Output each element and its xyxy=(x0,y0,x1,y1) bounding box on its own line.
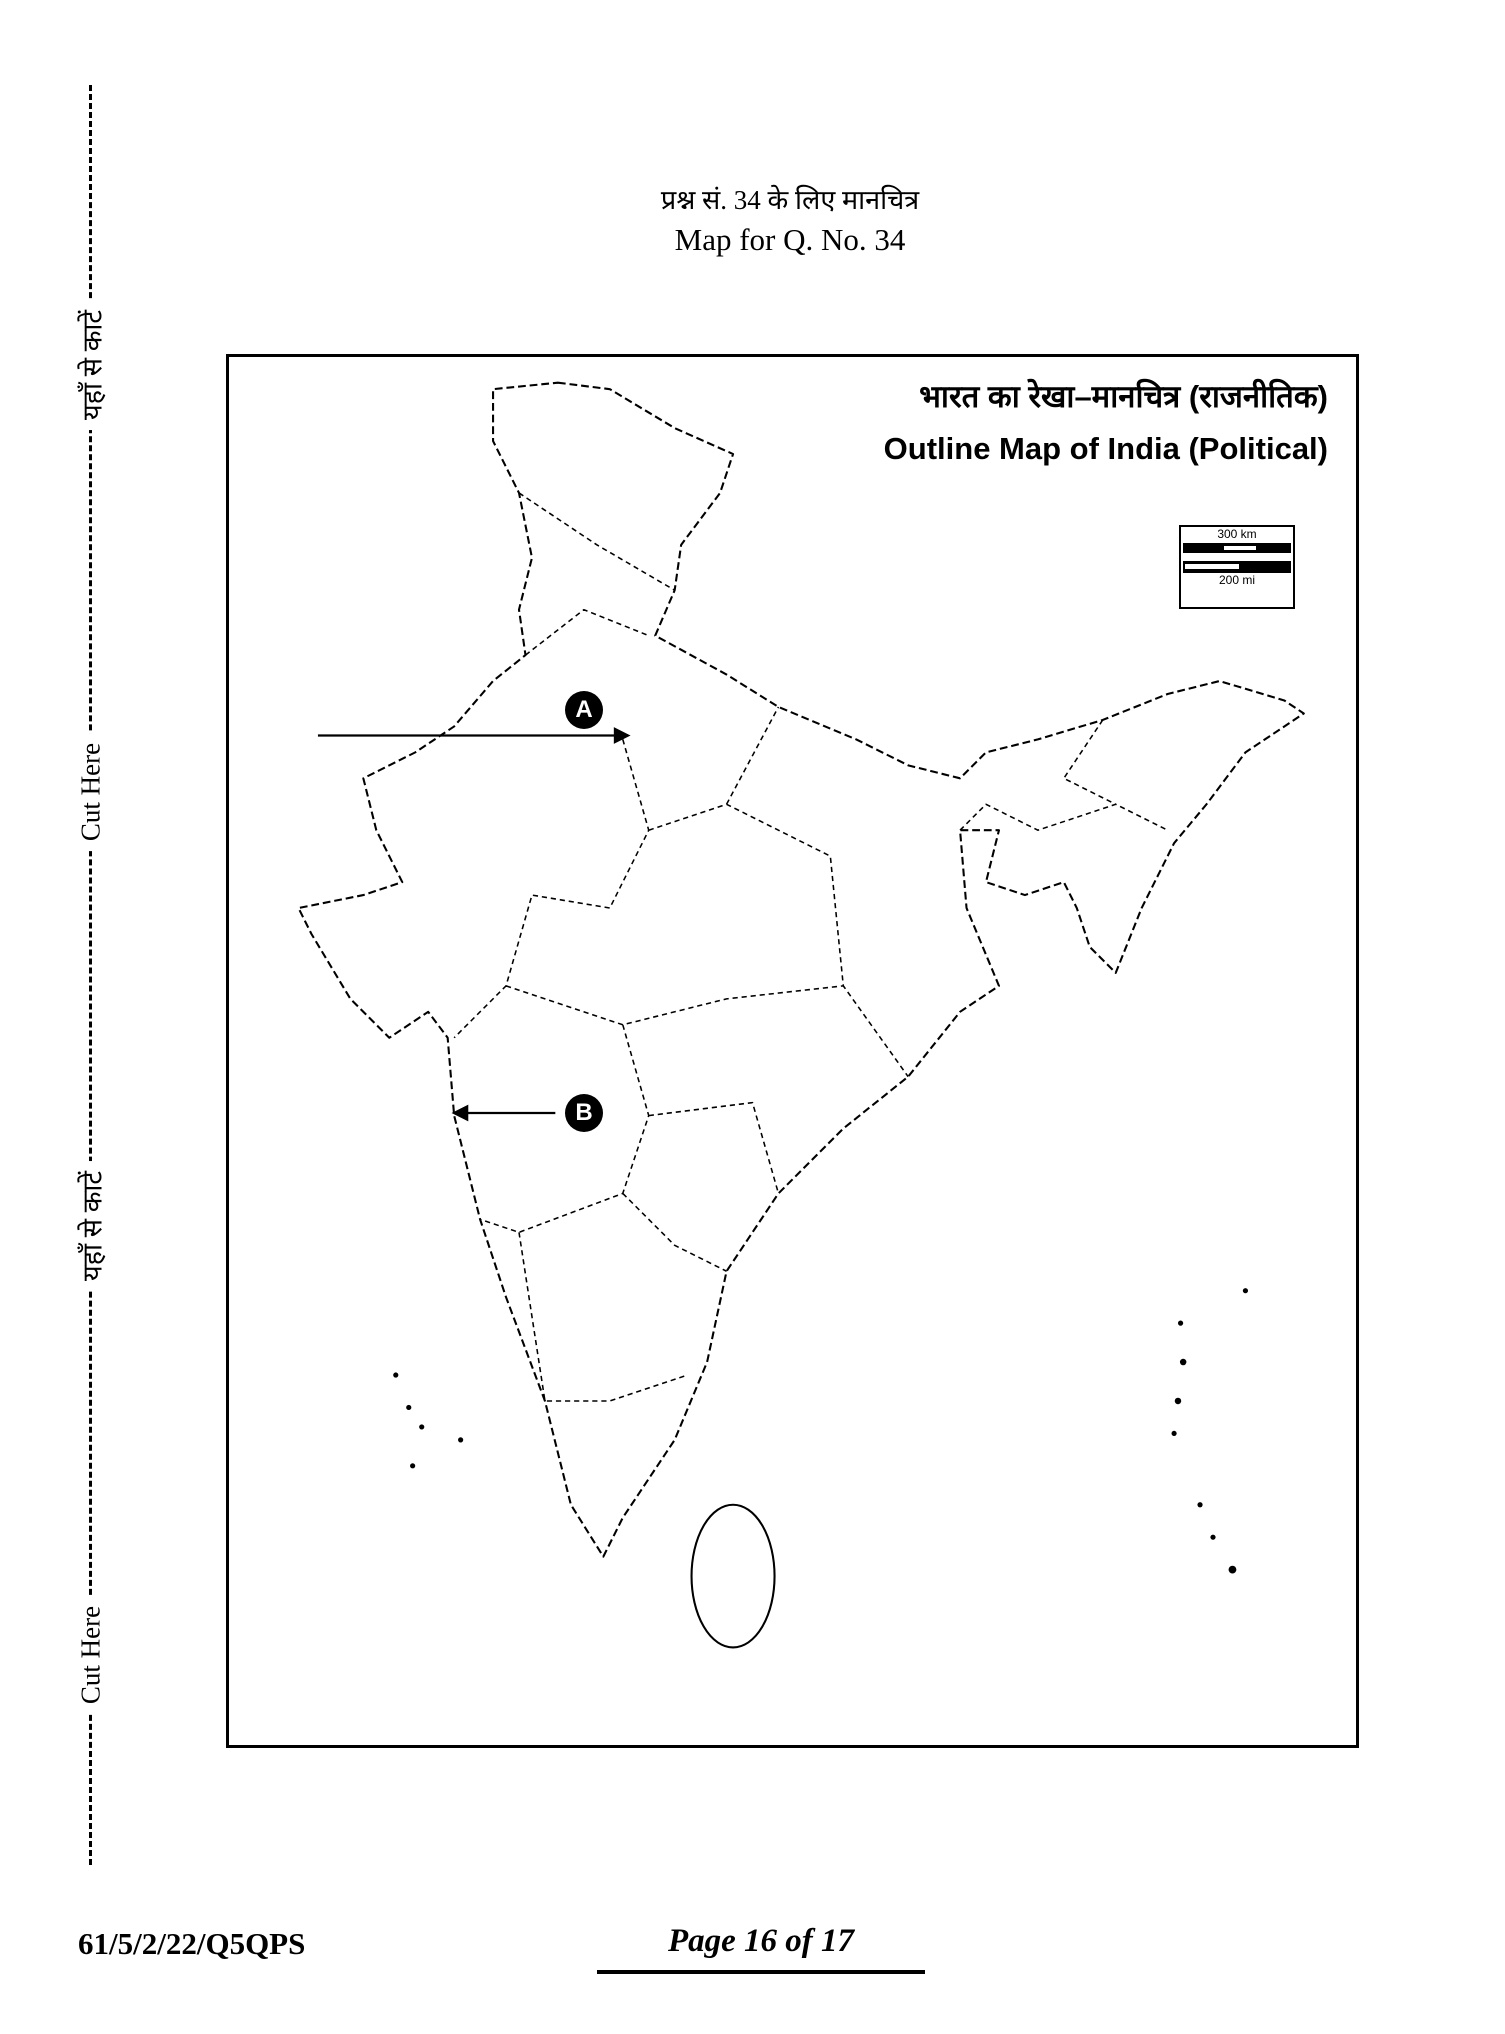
marker-a: A xyxy=(565,691,603,729)
scale-bar xyxy=(1179,525,1295,609)
cut-label-english: Cut Here xyxy=(76,1596,107,1714)
scale-mi: 200 mi xyxy=(1218,573,1256,587)
scale-km: 300 km xyxy=(1217,527,1257,541)
header-hindi: प्रश्न सं. 34 के लिए मानचित्र xyxy=(660,185,920,215)
map-title-hindi: भारत का रेखा–मानचित्र (राजनीतिक) xyxy=(919,379,1328,414)
cut-label-english: Cut Here xyxy=(76,733,107,851)
marker-b: B xyxy=(565,1094,603,1132)
map-title-english: Outline Map of India (Political) xyxy=(883,431,1328,466)
map-frame xyxy=(226,354,1359,1748)
header-english: Map for Q. No. 34 xyxy=(674,222,906,257)
page-number: Page 16 of 17 xyxy=(597,1923,925,1974)
paper-code: 61/5/2/22/Q5QPS xyxy=(78,1926,306,1961)
cut-label-hindi: यहाँ से काटें xyxy=(73,300,110,430)
cut-label-hindi: यहाँ से काटें xyxy=(73,1161,110,1291)
